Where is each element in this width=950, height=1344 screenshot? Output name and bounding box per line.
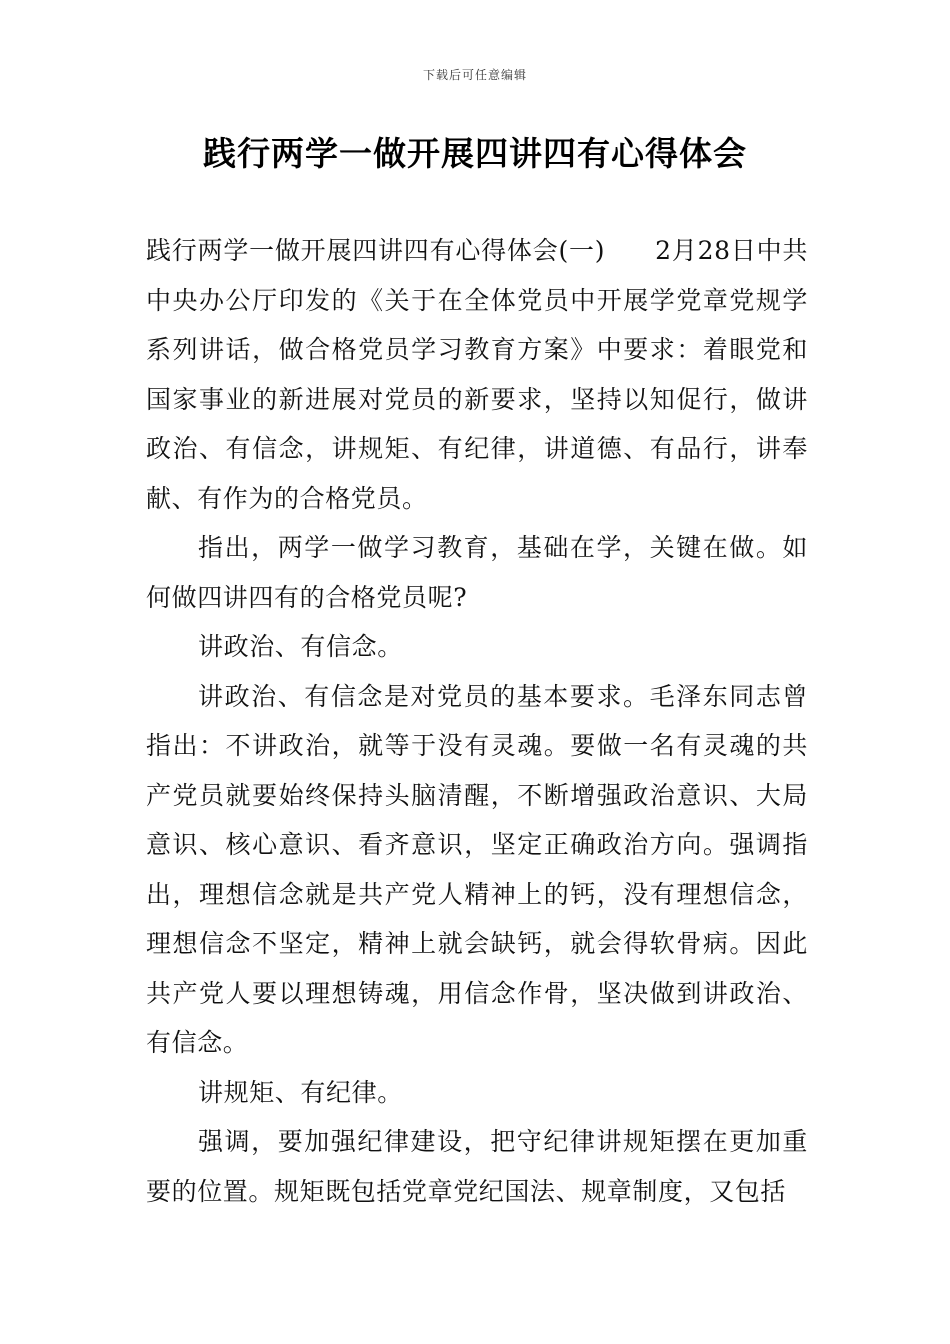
paragraph-1: 指出，两学一做学习教育，基础在学，关键在做。如何做四讲四有的合格党员呢? [146, 533, 808, 612]
intro-text: 2月28日中共中央办公厅印发的《关于在全体党员中开展学党章党规学系列讲话，做合格党员学习教育方案》中要求：着眼党和国家事业的新进展对党员的新要求，坚持以知促行，做讲政治、有信念，讲规矩、有纪律，讲道德、有品行，讲奉献、有作为的合格党员。 [146, 236, 808, 513]
paragraph-3: 强调，要加强纪律建设，把守纪律讲规矩摆在更加重要的位置。规矩既包括党章党纪国法、规章制度，又包括 [146, 1127, 808, 1206]
section-heading-politics: 讲政治、有信念。 [198, 632, 403, 661]
intro-paragraph [146, 226, 808, 523]
paragraph-2: 讲政治、有信念是对党员的基本要求。毛泽东同志曾指出：不讲政治，就等于没有灵魂。要做一名有灵魂的共产党员就要始终保持头脑清醒，不断增强政治意识、大局意识、核心意识、看齐意识，坚定正确政治方向。强调指出，理想信念就是共产党人精神上的钙，没有理想信念，理想信念不坚定，精神上就会缺钙，就会得软骨病。因此共产党人要以理想铸魂，用信念作骨，坚决做到讲政治、有信念。 [146, 681, 808, 1057]
document-body [146, 226, 808, 1216]
header-note: 下载后可任意编辑 [422, 68, 527, 82]
document-title: 践行两学一做开展四讲四有心得体会 [203, 134, 747, 173]
section-heading-rules: 讲规矩、有纪律。 [198, 1077, 403, 1107]
intro-subtitle: 践行两学一做开展四讲四有心得体会(一) [146, 236, 606, 265]
